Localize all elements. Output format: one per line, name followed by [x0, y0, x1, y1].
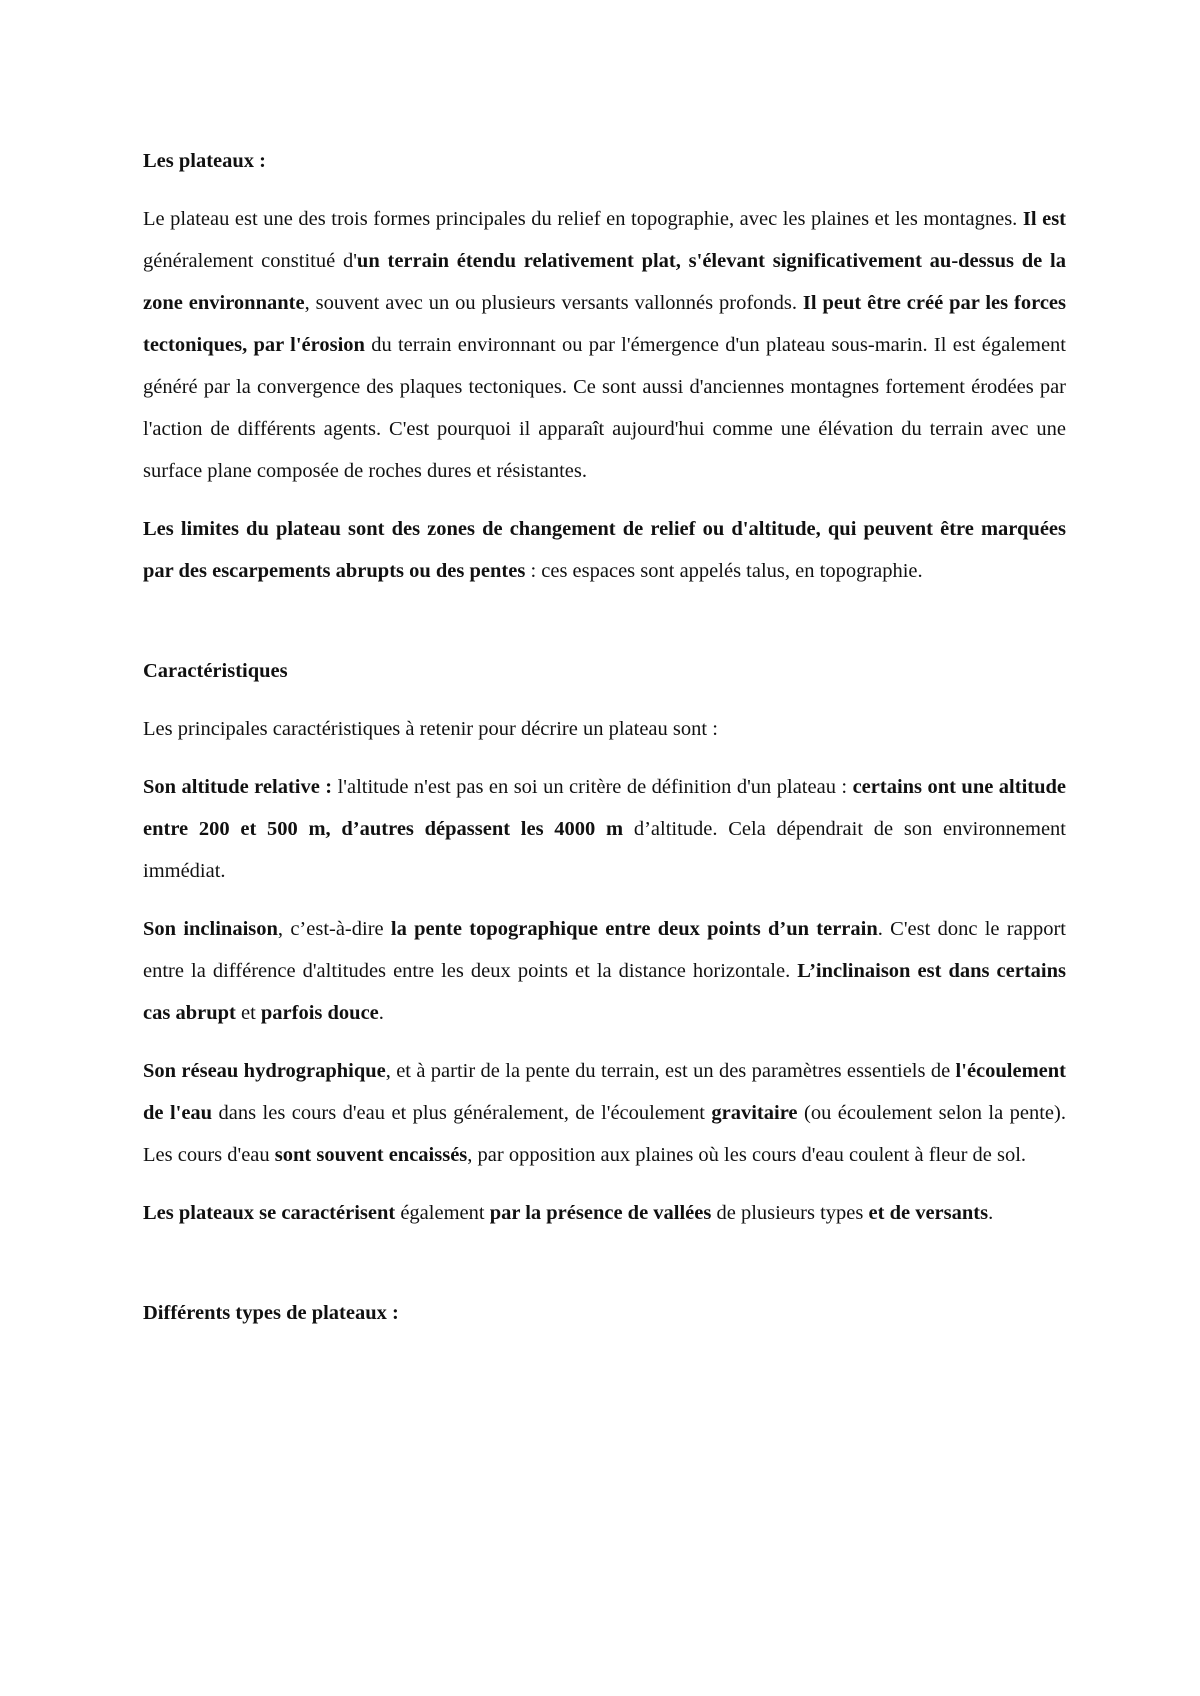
- heading-caracteristiques: Caractéristiques: [143, 660, 288, 682]
- text-run: d’altitude. Cela dépendrait de son environnement immédiat.: [143, 818, 1066, 882]
- bold-run: Son altitude relative :: [143, 776, 333, 798]
- text-run: de plusieurs types: [711, 1202, 869, 1224]
- bold-run: certains ont une altitude entre 200 et 500 m, d’autres dépassent les 4000 m: [143, 776, 1066, 840]
- bold-run: Il est: [1022, 208, 1067, 230]
- text-run: .: [378, 1002, 384, 1024]
- text-run: (ou écoulement selon la pente). Les cours d'eau: [143, 1102, 1066, 1166]
- bold-run: Son inclinaison: [143, 918, 278, 940]
- bold-run: Les limites du plateau sont des zones de changement de relief ou d'altitude, qui peuvent être marquées par des escarpements abrupts ou des pentes: [143, 518, 1066, 582]
- text-run: . C'est donc le rapport entre la différence d'altitudes entre les deux points et la distance horizontale.: [143, 918, 1067, 982]
- bold-run: par la présence de vallées: [489, 1202, 712, 1224]
- paragraph-plateau-limites: [143, 508, 1066, 592]
- text-run: du terrain environnant ou par l'émergence d'un plateau sous-marin. Il est également généré par la convergence des plaques tectoniques. Ce sont aussi d'anciennes montagnes fortement érodées par l'action de différents agents. C'est pourquoi il apparaît aujourd'hui comme une élévation du terrain avec une surface plane composée de roches dures et résistantes.: [143, 334, 1066, 482]
- text-run: l'altitude n'est pas en soi un critère de définition d'un plateau :: [332, 776, 853, 798]
- text-run: également: [395, 1202, 490, 1224]
- bold-run: Son réseau hydrographique: [143, 1060, 386, 1082]
- document-page: [143, 140, 1066, 1334]
- paragraph-reseau-hydrographique: [143, 1050, 1066, 1176]
- paragraph-caracteristiques-intro: Les principales caractéristiques à retenir pour décrire un plateau sont :: [143, 718, 718, 740]
- paragraph-plateau-definition: [143, 198, 1066, 492]
- bold-run: l'écoulement de l'eau: [143, 1060, 1066, 1124]
- paragraph-vallees-versants: [143, 1192, 1066, 1234]
- text-run: généralement constitué d': [143, 250, 357, 272]
- paragraph-inclinaison: [143, 908, 1066, 1034]
- bold-run: sont souvent encaissés: [274, 1144, 468, 1166]
- text-run: Le plateau est une des trois formes principales du relief en topographie, avec les plaines et les montagnes.: [143, 208, 1023, 230]
- text-run: .: [988, 1202, 994, 1224]
- bold-run: et de versants: [868, 1202, 989, 1224]
- paragraph-altitude-relative: [143, 766, 1066, 892]
- heading-types-de-plateaux: Différents types de plateaux :: [143, 1302, 399, 1324]
- text-run: , c’est-à-dire: [277, 918, 391, 940]
- bold-run: L’inclinaison est dans certains cas abrupt: [143, 960, 1066, 1024]
- text-run: dans les cours d'eau et plus généralement, de l'écoulement: [212, 1102, 712, 1124]
- bold-run: la pente topographique entre deux points d’un terrain: [390, 918, 878, 940]
- bold-run: Il peut être créé par les forces tectoniques, par l'érosion: [143, 292, 1067, 356]
- bold-run: gravitaire: [711, 1102, 798, 1124]
- text-run: , et à partir de la pente du terrain, est un des paramètres essentiels de: [385, 1060, 956, 1082]
- bold-run: Les plateaux se caractérisent: [143, 1202, 396, 1224]
- text-run: , souvent avec un ou plusieurs versants vallonnés profonds.: [304, 292, 803, 314]
- text-run: , par opposition aux plaines où les cours d'eau coulent à fleur de sol.: [467, 1144, 1027, 1166]
- heading-les-plateaux: Les plateaux :: [143, 150, 266, 172]
- bold-run: un terrain étendu relativement plat, s'élevant significativement au-dessus de la zone environnante: [143, 250, 1066, 314]
- text-run: et: [235, 1002, 261, 1024]
- bold-run: parfois douce: [260, 1002, 379, 1024]
- text-run: : ces espaces sont appelés talus, en topographie.: [525, 560, 923, 582]
